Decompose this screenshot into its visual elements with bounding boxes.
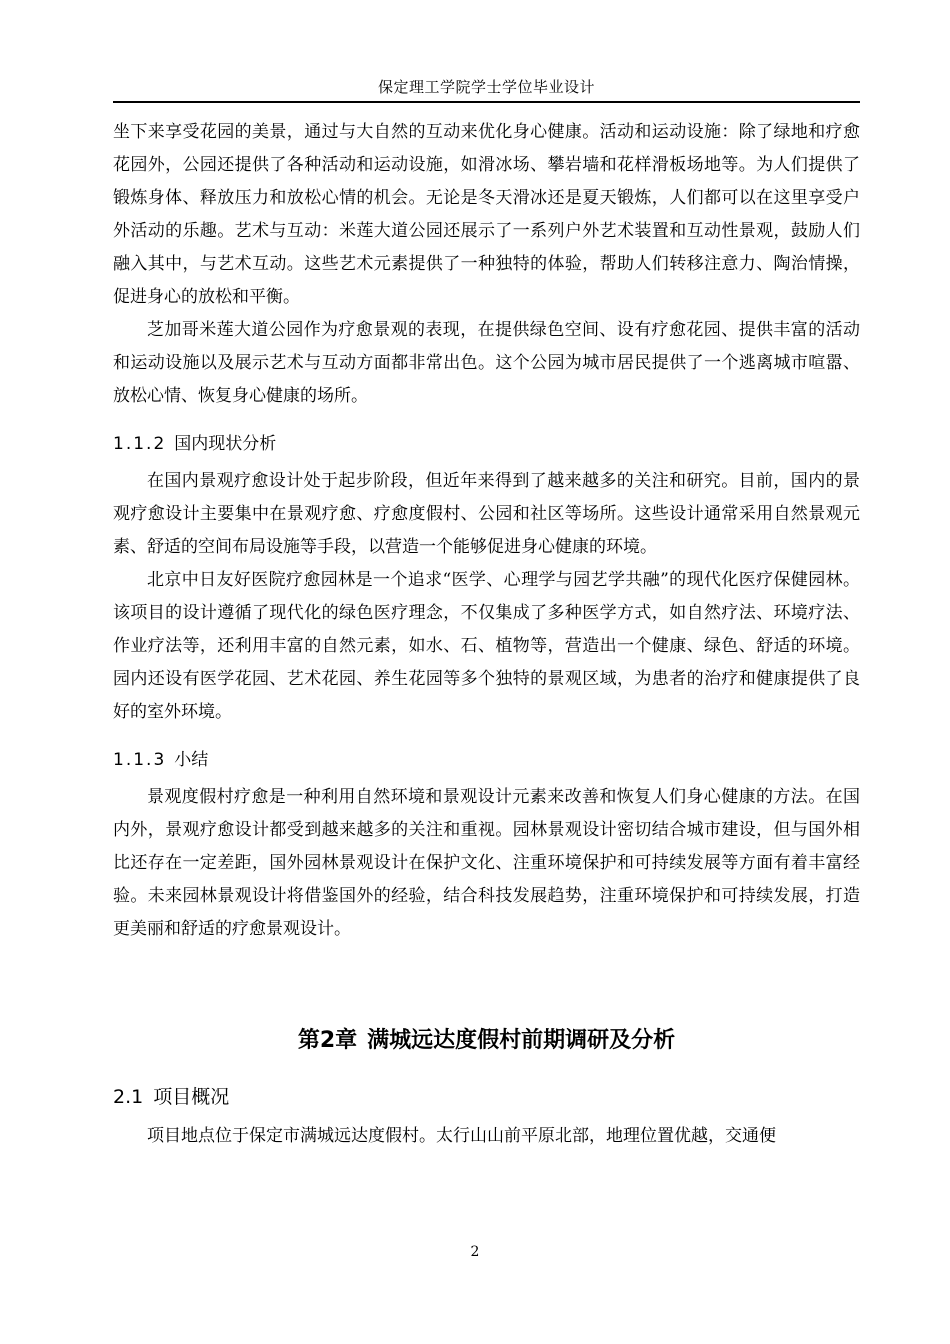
- section-number: 1.1.2: [113, 434, 167, 454]
- page-body: [113, 116, 860, 1153]
- page-header: 保定理工学院学士学位毕业设计: [377, 78, 595, 96]
- paragraph: 坐下来享受花园的美景，通过与大自然的互动来优化身心健康。活动和运动设施：除了绿地和疗愈花园外，公园还提供了各种活动和运动设施，如滑冰场、攀岩墙和花样滑板场地等。为人们提供了锻炼身体、释放压力和放松心情的机会。无论是冬天滑冰还是夏天锻炼，人们都可以在这里享受户外活动的乐趣。艺术与互动：米莲大道公园还展示了一系列户外艺术装置和互动性景观，鼓励人们融入其中，与艺术互动。这些艺术元素提供了一种独特的体验，帮助人们转移注意力、陶治情操，促进身心的放松和平衡。: [113, 122, 860, 307]
- chapter-number: 第2章: [297, 1028, 358, 1053]
- section-heading-1-1-2: [113, 431, 860, 457]
- paragraph: 在国内景观疗愈设计处于起步阶段，但近年来得到了越来越多的关注和研究。目前，国内的景观疗愈设计主要集中在景观疗愈、疗愈度假村、公园和社区等场所。这些设计通常采用自然景观元素、舒适的空间布局设施等手段，以营造一个能够促进身心健康的环境。: [113, 471, 860, 557]
- section-heading-1-1-3: [113, 747, 860, 773]
- paragraph: 芝加哥米莲大道公园作为疗愈景观的表现，在提供绿色空间、设有疗愈花园、提供丰富的活动和运动设施以及展示艺术与互动方面都非常出色。这个公园为城市居民提供了一个逃离城市喧嚣、放松心情、恢复身心健康的场所。: [113, 320, 860, 406]
- section-heading-2-1: [113, 1084, 860, 1110]
- page-number: 2: [470, 1244, 480, 1260]
- section-title: 项目概况: [153, 1086, 230, 1108]
- section-number: 2.1: [113, 1086, 144, 1108]
- chapter-title: 满城远达度假村前期调研及分析: [367, 1028, 676, 1053]
- section-title: 国内现状分析: [174, 434, 277, 454]
- section-number: 1.1.3: [113, 750, 167, 770]
- header-divider: [113, 101, 860, 103]
- paragraph: 项目地点位于保定市满城远达度假村。太行山山前平原北部，地理位置优越，交通便: [147, 1126, 776, 1146]
- section-title: 小结: [174, 750, 209, 770]
- chapter-heading: [113, 1026, 860, 1056]
- paragraph: 北京中日友好医院疗愈园林是一个追求“医学、心理学与园艺学共融”的现代化医疗保健园林。该项目的设计遵循了现代化的绿色医疗理念，不仅集成了多种医学方式，如自然疗法、环境疗法、作业疗法等，还利用丰富的自然元素，如水、石、植物等，营造出一个健康、绿色、舒适的环境。园内还设有医学花园、艺术花园、养生花园等多个独特的景观区域，为患者的治疗和健康提供了良好的室外环境。: [113, 570, 860, 722]
- paragraph: 景观度假村疗愈是一种利用自然环境和景观设计元素来改善和恢复人们身心健康的方法。在国内外，景观疗愈设计都受到越来越多的关注和重视。园林景观设计密切结合城市建设，但与国外相比还存在一定差距，国外园林景观设计在保护文化、注重环境保护和可持续发展等方面有着丰富经验。未来园林景观设计将借鉴国外的经验，结合科技发展趋势，注重环境保护和可持续发展，打造更美丽和舒适的疗愈景观设计。: [113, 787, 860, 939]
